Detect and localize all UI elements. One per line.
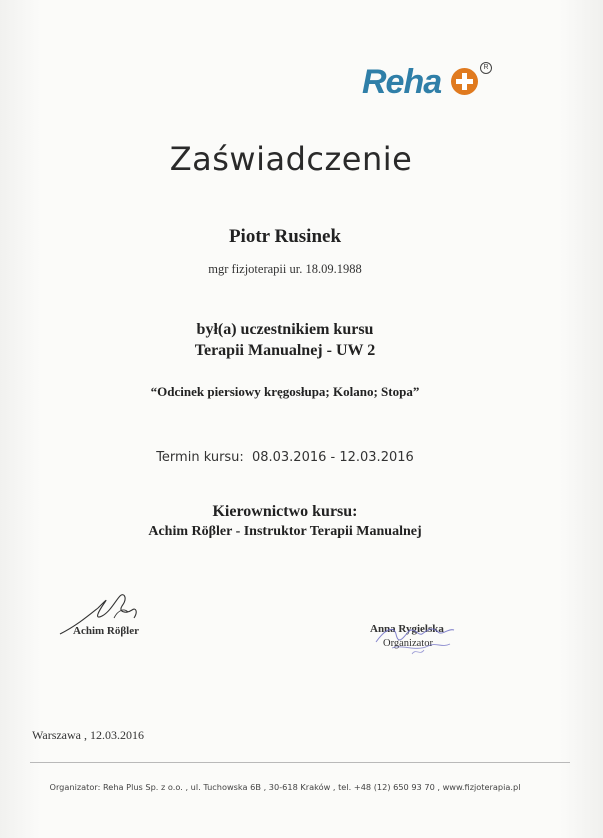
recipient-details: mgr fizjoterapii ur. 18.09.1988 <box>208 262 362 276</box>
reha-plus-logo <box>362 62 492 102</box>
course-topic: “Odcinek piersiowy kręgosłupa; Kolano; Stopa” <box>150 384 420 399</box>
course-term <box>0 450 570 465</box>
course-direction-name: Achim Röβler - Instruktor Terapii Manualnej <box>148 524 422 539</box>
course-direction-label: Kierownictwo kursu: <box>212 503 358 520</box>
left-signatory-name: Achim Röβler <box>73 625 139 637</box>
right-signatory-name: Anna Rygielska <box>370 623 444 635</box>
plus-icon <box>451 68 478 95</box>
participation-statement <box>0 319 570 361</box>
right-signatory-role: Organizator <box>383 638 433 649</box>
term-dates: 08.03.2016 - 12.03.2016 <box>251 450 414 465</box>
participation-line-1: był(a) uczestnikiem kursu <box>196 321 374 338</box>
certificate-title: Zaświadczenie <box>169 140 413 178</box>
footer-divider <box>30 762 570 763</box>
term-label: Termin kursu: <box>156 450 244 465</box>
logo-text: Reha <box>362 63 442 101</box>
registered-mark: R <box>480 62 492 74</box>
right-signature-scribble <box>372 618 462 663</box>
issue-place-date: Warszawa , 12.03.2016 <box>32 728 145 742</box>
footer-organizer-info: Organizator: Reha Plus Sp. z o.o. , ul. Tuchowska 6B , 30-618 Kraków , tel. +48 (12) 650 93 70 , www.fizjoterapia.pl <box>49 782 521 792</box>
recipient-name: Piotr Rusinek <box>228 226 342 247</box>
participation-line-2: Terapii Manualnej - UW 2 <box>194 342 376 359</box>
